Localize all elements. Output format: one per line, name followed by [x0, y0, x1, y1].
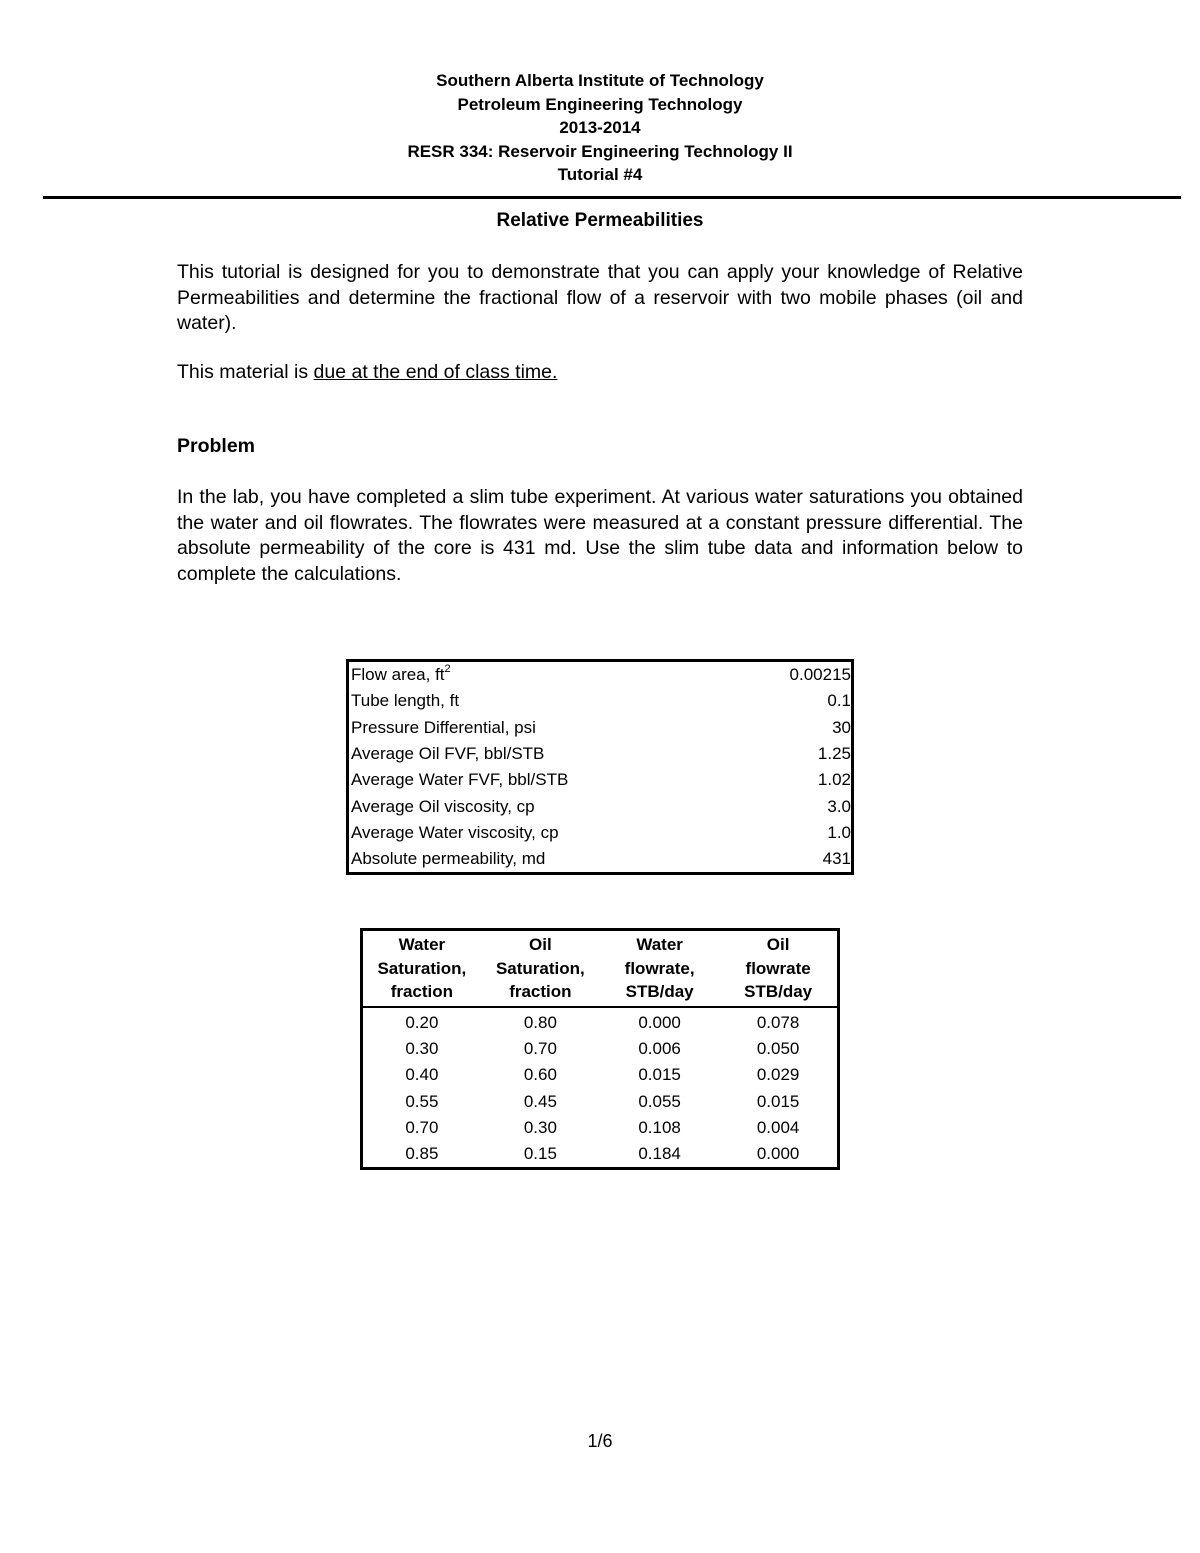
parameter-value: 3.0: [827, 796, 851, 816]
parameter-value: 0.00215: [789, 665, 851, 685]
table-row: [348, 741, 853, 767]
problem-heading: Problem: [177, 435, 256, 457]
header-divider: [43, 196, 1181, 199]
parameters-table: [346, 659, 854, 875]
due-prefix: This material is: [177, 361, 314, 383]
intro-paragraph: This tutorial is designed for you to demonstrate that you can apply your knowledge of Relative Permeabilities and determine the fractional flow of a reservoir with two mobile phases (oil and water).: [177, 261, 1023, 334]
table-cell: 0.184: [638, 1144, 681, 1164]
table-cell: 0.015: [638, 1065, 681, 1085]
table-cell: 0.85: [405, 1144, 439, 1164]
course-title: RESR 334: Reservoir Engineering Technology II: [407, 141, 793, 161]
parameter-label: Absolute permeability, md: [351, 849, 546, 869]
column-header-water-saturation: Water Saturation, fraction: [362, 930, 481, 1007]
table-cell: 0.20: [405, 1012, 439, 1032]
table-cell: 0.80: [523, 1012, 557, 1032]
table-row: [348, 767, 853, 793]
table-row: [348, 820, 853, 846]
table-cell: 0.078: [756, 1012, 800, 1032]
parameter-value: 30: [832, 717, 851, 737]
parameter-value: 0.1: [827, 691, 851, 711]
academic-year: 2013-2014: [559, 118, 641, 137]
document-header: [0, 69, 1200, 187]
table-cell: 0.45: [523, 1091, 557, 1111]
program-name: Petroleum Engineering Technology: [457, 94, 743, 114]
page-number: 1/6: [587, 1431, 613, 1451]
saturation-flowrate-table: [360, 928, 840, 1170]
table-cell: 0.60: [523, 1065, 557, 1085]
table-cell: 0.40: [405, 1065, 439, 1085]
table-cell: 0.029: [756, 1065, 800, 1085]
table-cell: 0.30: [523, 1117, 557, 1137]
table-cell: 0.050: [756, 1038, 800, 1058]
table-cell: 0.70: [405, 1117, 439, 1137]
table-row: [362, 1141, 839, 1169]
table-row: [348, 688, 853, 714]
tutorial-number: Tutorial #4: [557, 165, 643, 184]
parameter-label: Average Oil FVF, bbl/STB: [351, 744, 545, 764]
parameter-label: Pressure Differential, psi: [351, 717, 536, 737]
parameter-label: Flow area, $ft^2$: [351, 663, 451, 685]
due-underlined: due at the end of class time.: [313, 361, 558, 383]
table-cell: 0.30: [405, 1038, 439, 1058]
parameter-label: Tube length, ft: [351, 691, 460, 711]
table-row: [348, 846, 853, 874]
due-paragraph: [177, 360, 1023, 386]
table-cell: 0.055: [638, 1091, 681, 1111]
table-cell: 0.004: [756, 1117, 800, 1137]
section-title: Relative Permeabilities: [496, 210, 704, 231]
parameter-value: 1.02: [817, 770, 851, 790]
parameter-label: Average Water viscosity, cp: [351, 822, 559, 842]
table-cell: 0.70: [523, 1038, 557, 1058]
table-cell: 0.000: [638, 1012, 681, 1032]
table-row: [362, 1115, 839, 1141]
table-row: [348, 793, 853, 819]
table-row: [362, 1007, 839, 1036]
table-header-row: [362, 930, 839, 1007]
parameter-label: Average Oil viscosity, cp: [351, 796, 535, 816]
table-cell: 0.55: [405, 1091, 439, 1111]
problem-paragraph: In the lab, you have completed a slim tube experiment. At various water saturations you obtained the water and oil flowrates. The flowrates were measured at a constant pressure differential. The absolute permeability of the core is 431 md. Use the slim tube data and information below to complete the calculations.: [177, 486, 1023, 585]
superscript: 2: [444, 663, 451, 676]
table-row: [362, 1036, 839, 1062]
table-row: [348, 661, 853, 689]
parameter-value: 431: [822, 849, 851, 869]
institution-name: Southern Alberta Institute of Technology: [436, 71, 764, 90]
column-header-oil-flowrate: Oil flowrate STB/day: [719, 930, 838, 1007]
column-header-oil-saturation: Oil Saturation, fraction: [481, 930, 600, 1007]
table-row: [362, 1088, 839, 1114]
table-cell: 0.000: [756, 1144, 800, 1164]
table-cell: 0.015: [756, 1091, 800, 1111]
parameter-value: 1.25: [817, 744, 851, 764]
table-cell: 0.15: [523, 1144, 557, 1164]
table-row: [362, 1062, 839, 1088]
table-cell: 0.108: [638, 1117, 681, 1137]
table-cell: 0.006: [638, 1038, 681, 1058]
column-header-water-flowrate: Water flowrate, STB/day: [600, 930, 719, 1007]
parameter-label: Average Water FVF, bbl/STB: [351, 770, 569, 790]
table-row: [348, 715, 853, 741]
parameter-value: 1.0: [827, 822, 851, 842]
